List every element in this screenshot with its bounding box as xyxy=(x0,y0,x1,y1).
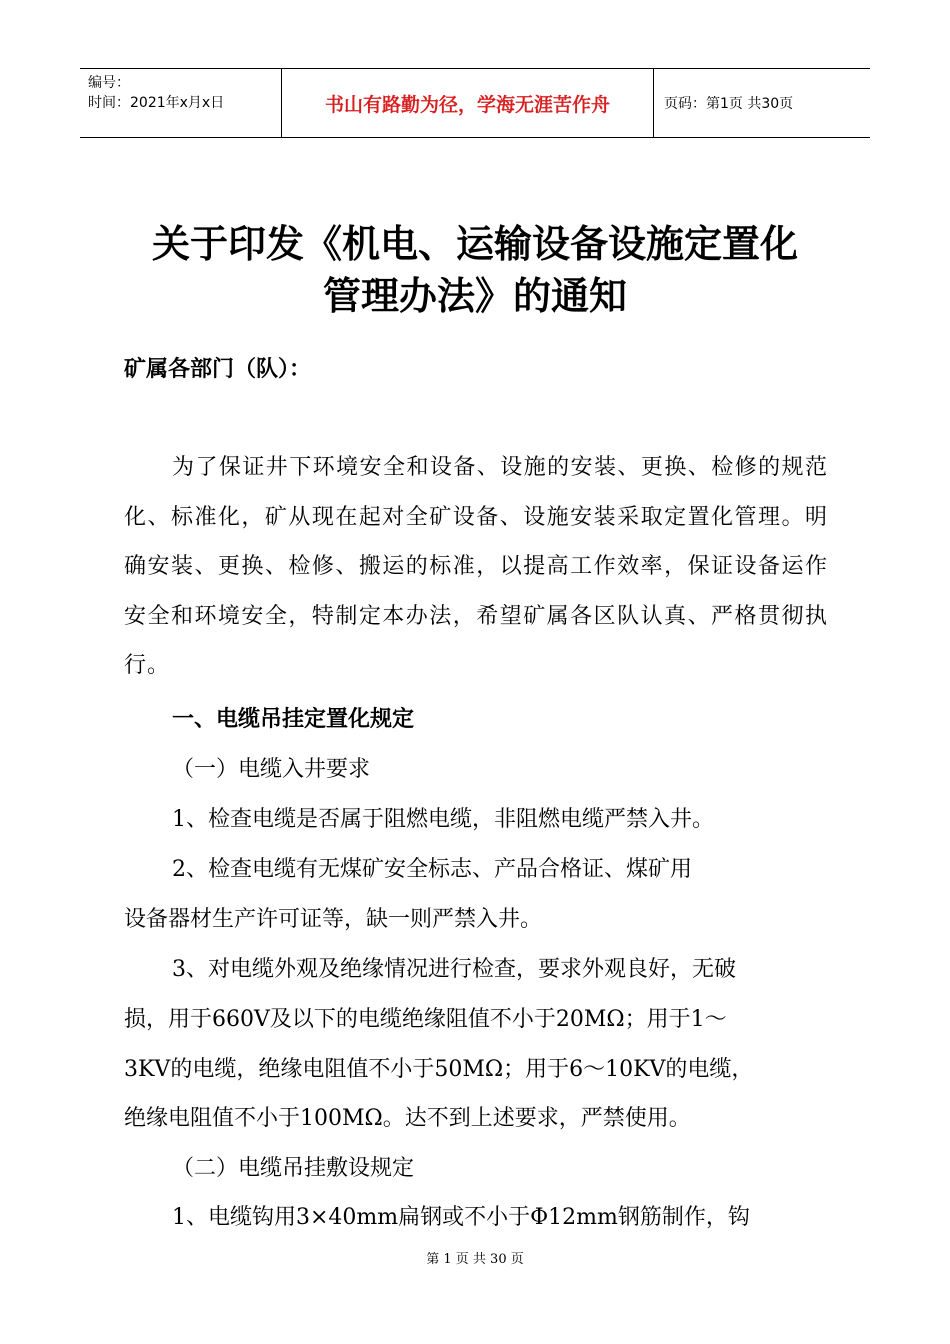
header-motto: 书山有路勤为径，学海无涯苦作舟 xyxy=(282,69,654,137)
document-title-line1: 关于印发《机电、运输设备设施定置化 xyxy=(151,222,798,266)
item3-line1: 3、对电缆外观及绝缘情况进行检查，要求外观良好，无破 xyxy=(172,957,736,982)
sub2-heading: （二）电缆吊挂敷设规定 xyxy=(172,1156,415,1181)
section1-heading: 一、电缆吊挂定置化规定 xyxy=(172,707,415,732)
document-title-line2: 管理办法》的通知 xyxy=(322,274,627,318)
item3-line3: 3KV的电缆，绝缘电阻值不小于50MΩ；用于6～10KV的电缆， xyxy=(124,1057,754,1082)
item3-line2: 损，用于660V及以下的电缆绝缘阻值不小于20MΩ；用于1～ xyxy=(124,1007,727,1032)
salutation: 矿属各部门（队）： xyxy=(124,357,312,382)
item1: 1、检查电缆是否属于阻燃电缆，非阻燃电缆严禁入井。 xyxy=(172,807,714,832)
header-meta xyxy=(80,69,282,137)
header-page-info: 页码：第1页 共30页 xyxy=(664,96,794,112)
intro-paragraph: 为了保证井下环境安全和设备、设施的安装、更换、检修的规范化、标准化，矿从现在起对全矿设备、设施安装采取定置化管理。明确安装、更换、检修、搬运的标准，以提高工作效率，保证设备运作安全和环境安全，特制定本办法，希望矿属各区队认真、严格贯彻执行。 xyxy=(124,455,828,678)
sub1-heading: （一）电缆入井要求 xyxy=(172,757,371,782)
number-label: 编号： xyxy=(88,75,130,91)
item3-line4: 绝缘电阻值不小于100MΩ。达不到上述要求，严禁使用。 xyxy=(124,1106,691,1131)
item4-line1: 1、电缆钩用3×40mm扁钢或不小于Φ12mm钢筋制作，钩 xyxy=(172,1205,750,1230)
item2-line2: 设备器材生产许可证等，缺一则严禁入井。 xyxy=(124,907,543,932)
time-label: 时间：2021年x月x日 xyxy=(88,95,225,111)
page-footer: 第 1 页 共 30 页 xyxy=(426,1252,524,1267)
item2-line1: 2、检查电缆有无煤矿安全标志、产品合格证、煤矿用 xyxy=(172,857,692,882)
page-header xyxy=(80,68,870,138)
